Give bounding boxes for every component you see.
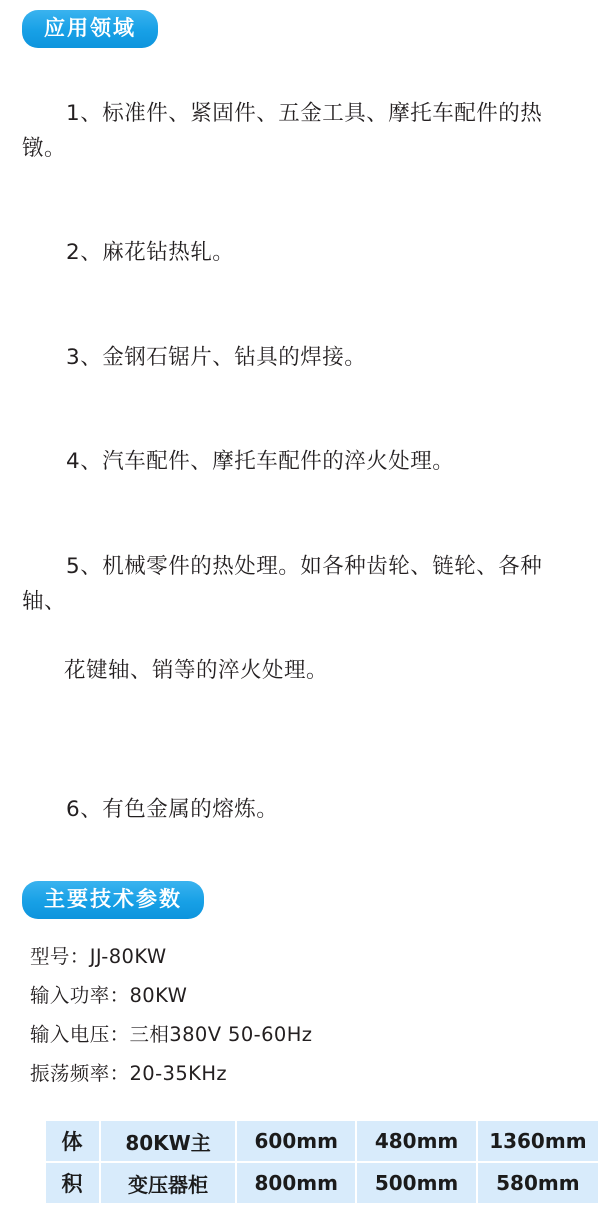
list-item-text: 3、金钢石锯片、钻具的焊接。 <box>66 344 367 370</box>
list-item-continuation: 花键轴、销等的淬火处理。 <box>64 658 329 684</box>
list-item <box>22 62 582 201</box>
spec-line-oscillation-frequency: 振荡频率：20-35KHz <box>30 1062 228 1086</box>
table-cell-row-label: 体 <box>45 1120 100 1162</box>
table-cell-dim-3: 580mm <box>477 1162 599 1204</box>
spec-line-input-voltage: 输入电压：三相380V 50-60Hz <box>30 1023 313 1047</box>
applications-list <box>0 62 600 863</box>
spec-line-input-power: 输入功率：80KW <box>30 984 188 1008</box>
list-item-text: 5、机械零件的热处理。如各种齿轮、链轮、各种轴、 <box>22 553 543 614</box>
table-row <box>45 1162 599 1204</box>
list-item <box>22 201 582 305</box>
list-item-text: 2、麻花钻热轧。 <box>66 240 235 266</box>
table-cell-dim-1: 600mm <box>236 1120 356 1162</box>
dimensions-table <box>44 1119 600 1205</box>
spec-line-model: 型号：JJ-80KW <box>30 945 167 969</box>
dimensions-table-wrap <box>0 1093 600 1205</box>
applications-heading-wrap <box>0 0 600 48</box>
table-cell-dim-2: 480mm <box>356 1120 476 1162</box>
list-item <box>22 410 582 514</box>
list-item <box>22 515 582 759</box>
list-item-text: 6、有色金属的熔炼。 <box>66 797 279 823</box>
list-item-text: 1、标准件、紧固件、五金工具、摩托车配件的热镦。 <box>22 100 543 161</box>
parameters-heading: 主要技术参数 <box>22 881 204 919</box>
table-cell-dim-1: 800mm <box>236 1162 356 1204</box>
applications-heading: 应用领域 <box>22 10 158 48</box>
list-item-text: 4、汽车配件、摩托车配件的淬火处理。 <box>66 449 455 475</box>
table-cell-dim-2: 500mm <box>356 1162 476 1204</box>
table-cell-name: 80KW主 <box>100 1120 236 1162</box>
table-cell-row-label: 积 <box>45 1162 100 1204</box>
list-item <box>22 306 582 410</box>
table-cell-name: 变压器柜 <box>100 1162 236 1204</box>
table-cell-dim-3: 1360mm <box>477 1120 599 1162</box>
parameters-heading-wrap <box>0 863 600 919</box>
list-item <box>22 759 582 863</box>
table-row <box>45 1120 599 1162</box>
parameters-list <box>0 937 600 1093</box>
